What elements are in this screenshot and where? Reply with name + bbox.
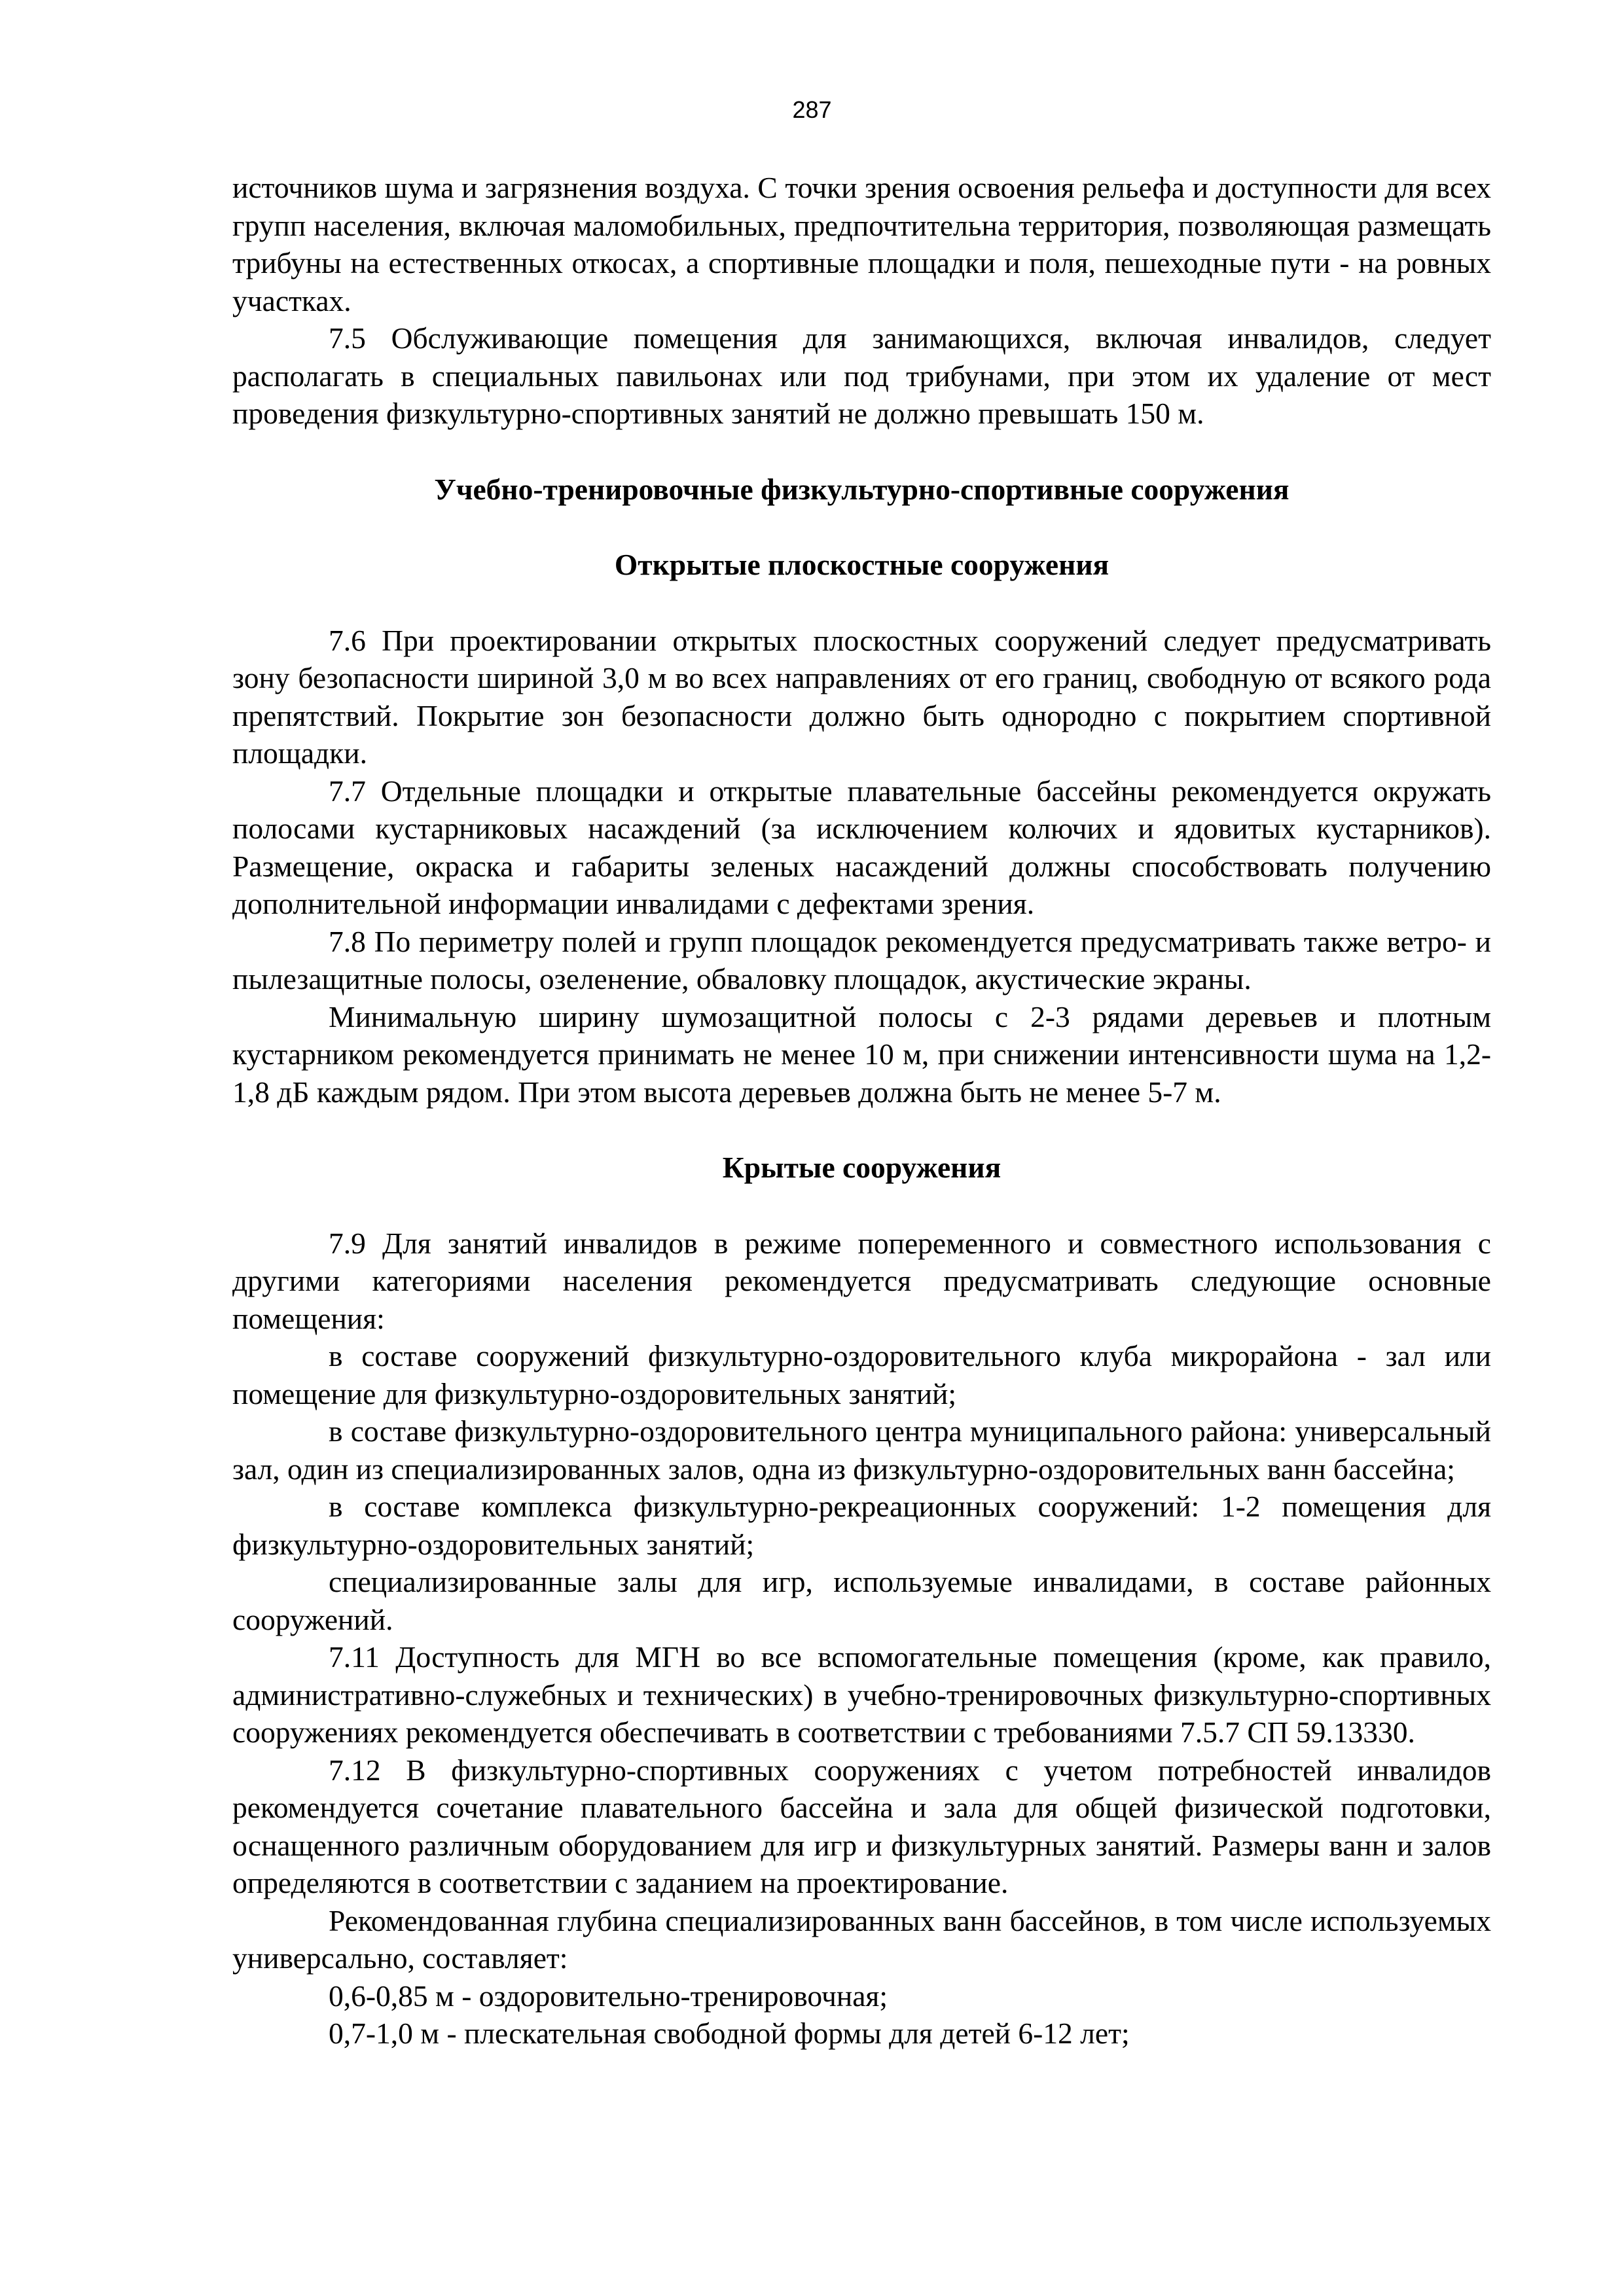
paragraph-7-11: 7.11 Доступность для МГН во все вспомогательные помещения (кроме, как правило, административно-служебных и технических) в учебно-тренировочных физкультурно-спортивных сооружениях рекомендуется обеспечивать в соответствии с требованиями 7.5.7 СП 59.13330.: [232, 1640, 1491, 1749]
paragraph-7-5: 7.5 Обслуживающие помещения для занимающихся, включая инвалидов, следует располагать в специальных павильонах или под трибунами, при этом их удаление от мест проведения физкультурно-спортивных занятий не должно превышать 150 м.: [232, 321, 1491, 430]
spacer: [232, 1187, 1491, 1225]
spacer: [232, 584, 1491, 622]
list-item-depth-training: 0,6-0,85 м - оздоровительно-тренировочная;: [329, 1979, 888, 2013]
spacer: [232, 1111, 1491, 1149]
spacer: [232, 433, 1491, 471]
paragraph-7-8: 7.8 По периметру полей и групп площадок рекомендуется предусматривать также ветро- и пылезащитные полосы, озеленение, обваловку площадок, акустические экраны.: [232, 924, 1491, 996]
paragraph-intro-continuation: источников шума и загрязнения воздуха. С точки зрения освоения рельефа и доступности для всех групп населения, включая маломобильных, предпочтительна территория, позволяющая размещать трибуны на естественных откосах, а спортивные площадки и поля, пешеходные пути - на ровных участках.: [232, 171, 1491, 317]
list-item-municipal-center: в составе физкультурно-оздоровительного центра муниципального района: универсальный зал, один из специализированных залов, одна из физкультурно-оздоровительных ванн бассейна;: [232, 1414, 1491, 1486]
paragraph-7-6: 7.6 При проектировании открытых плоскостных сооружений следует предусматривать зону безопасности шириной 3,0 м во всех направлениях от его границ, свободную от всякого рода препятствий. Покрытие зон безопасности должно быть однородно с покрытием спортивной площадки.: [232, 623, 1491, 770]
paragraph-7-7: 7.7 Отдельные площадки и открытые плавательные бассейны рекомендуется окружать полосами кустарниковых насаждений (за исключением колючих и ядовитых кустарников). Размещение, окраска и габариты зеленых насаждений должны способствовать получению дополнительной информации инвалидами с дефектами зрения.: [232, 774, 1491, 920]
paragraph-7-9: 7.9 Для занятий инвалидов в режиме попеременного и совместного использования с другими категориями населения рекомендуется предусматривать следующие основные помещения:: [232, 1226, 1491, 1335]
list-item-specialized-halls: специализированные залы для игр, используемые инвалидами, в составе районных сооружений.: [232, 1565, 1491, 1636]
paragraph-noise-strip: Минимальную ширину шумозащитной полосы с 2-3 рядами деревьев и плотным кустарником рекомендуется принимать не менее 10 м, при снижении интенсивности шума на 1,2-1,8 дБ каждым рядом. При этом высота деревьев должна быть не менее 5-7 м.: [232, 999, 1491, 1109]
document-body: [232, 169, 1491, 2053]
list-item-microdistrict-club: в составе сооружений физкультурно-оздоровительного клуба микрорайона - зал или помещение для физкультурно-оздоровительных занятий;: [232, 1339, 1491, 1410]
heading-open-facilities: Открытые плоскостные сооружения: [614, 548, 1110, 581]
list-item-depth-splash: 0,7-1,0 м - плескательная свободной формы для детей 6-12 лет;: [329, 2017, 1130, 2050]
heading-covered-facilities: Крытые сооружения: [722, 1151, 1001, 1184]
spacer: [232, 508, 1491, 546]
page-number: 287: [792, 96, 832, 123]
list-item-recreation-complex: в составе комплекса физкультурно-рекреационных сооружений: 1-2 помещения для физкультурно-оздоровительных занятий;: [232, 1490, 1491, 1561]
paragraph-pool-depth: Рекомендованная глубина специализированных ванн бассейнов, в том числе используемых универсально, составляет:: [232, 1903, 1491, 1975]
heading-training-facilities: Учебно-тренировочные физкультурно-спортивные сооружения: [434, 472, 1290, 506]
paragraph-7-12: 7.12 В физкультурно-спортивных сооружениях с учетом потребностей инвалидов рекомендуется сочетание плавательного бассейна и зала для общей физической подготовки, оснащенного различным оборудованием для игр и физкультурных занятий. Размеры ванн и залов определяются в соответствии с заданием на проектирование.: [232, 1753, 1491, 1899]
